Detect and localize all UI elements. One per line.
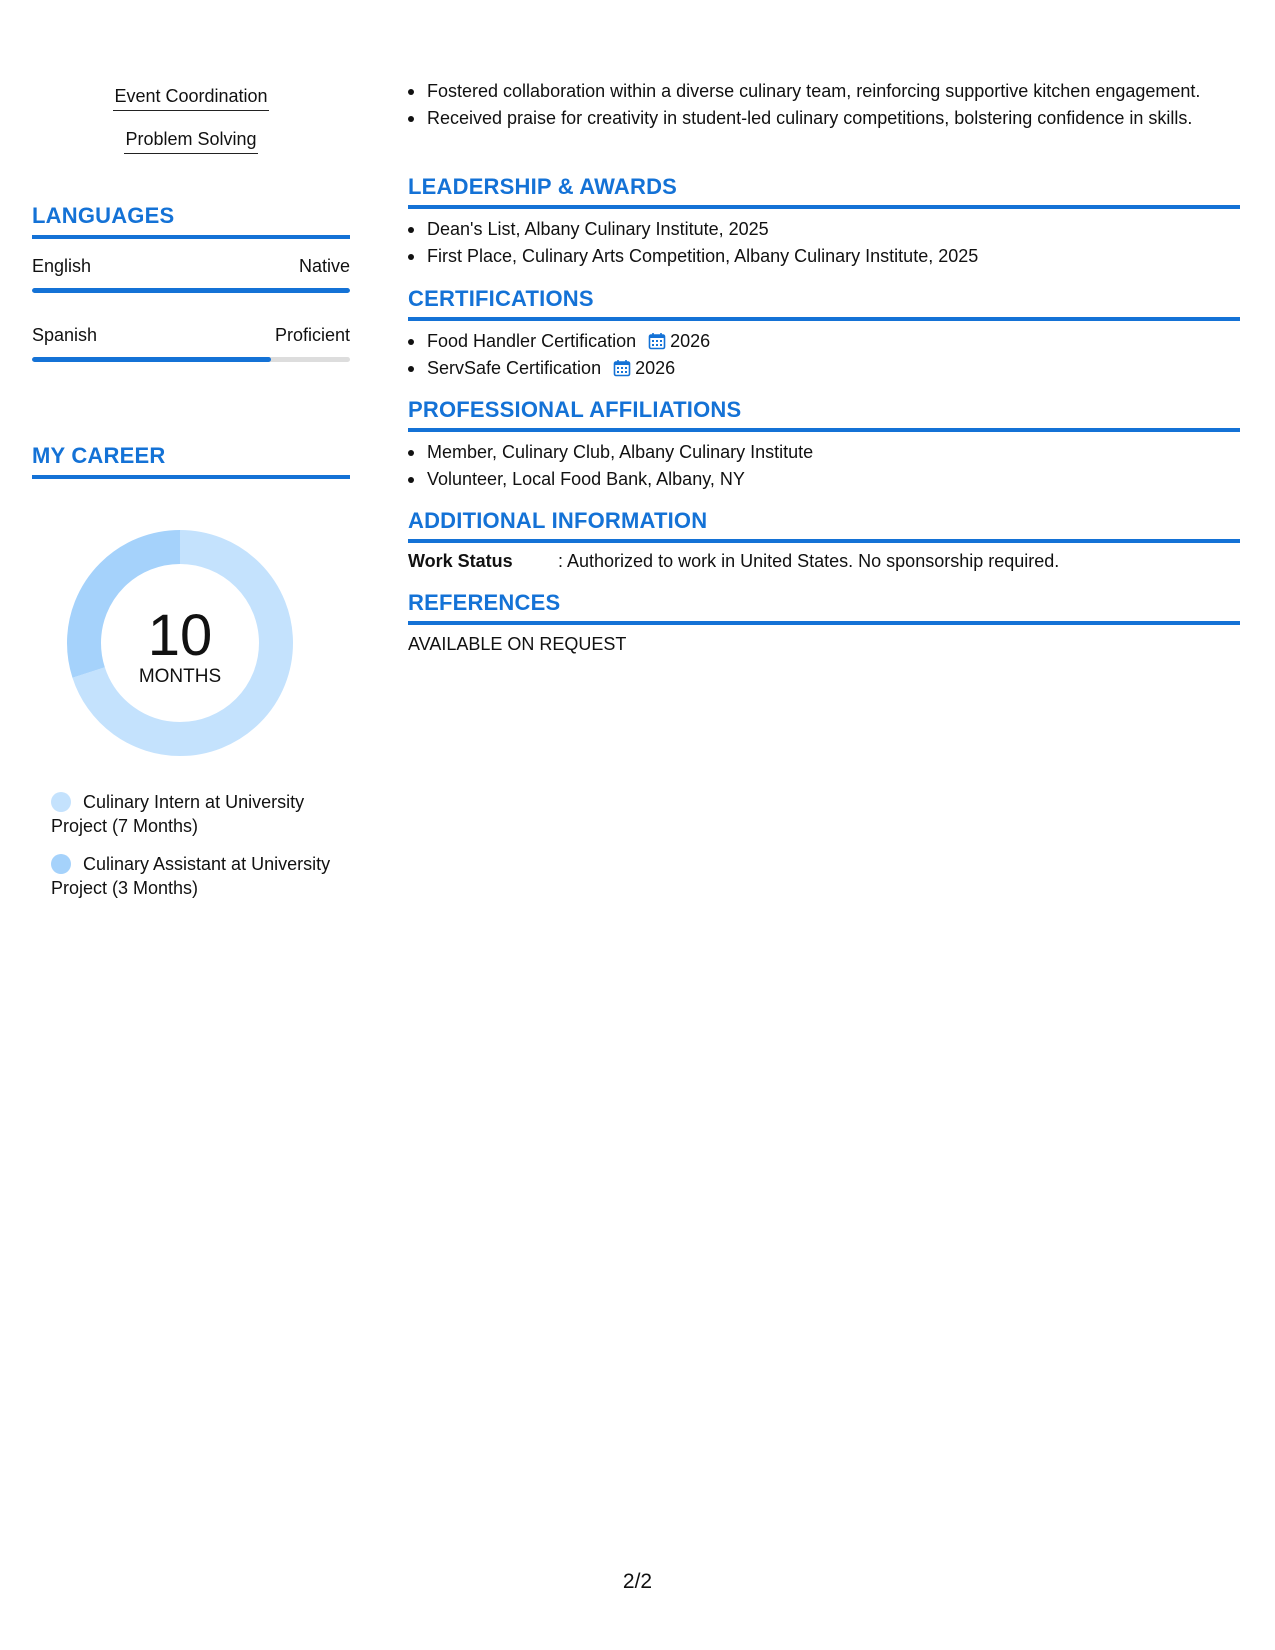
work-status-label: Work Status <box>408 551 513 571</box>
skill-tag <box>32 86 350 111</box>
list-item: Volunteer, Local Food Bank, Albany, NY <box>408 467 1240 491</box>
career-heading: MY CAREER <box>32 443 350 479</box>
work-status-value: : Authorized to work in United States. No sponsorship required. <box>558 551 1060 571</box>
leadership-list <box>408 217 1240 271</box>
career-legend-item <box>51 790 341 838</box>
references-text: AVAILABLE ON REQUEST <box>408 634 627 654</box>
language-proficiency-bar <box>32 357 350 362</box>
experience-continued-list <box>408 79 1240 133</box>
certification-year: 2026 <box>635 358 676 378</box>
list-item: Received praise for creativity in student-led culinary competitions, bolstering confidence in skills. <box>408 106 1240 130</box>
career-total-unit: MONTHS <box>138 666 222 687</box>
career-total-number: 10 <box>147 603 213 668</box>
additional-info-heading: ADDITIONAL INFORMATION <box>408 508 1240 543</box>
skill-tag-label: Event Coordination <box>113 86 268 111</box>
list-item: Fostered collaboration within a diverse culinary team, reinforcing supportive kitchen engagement. <box>408 79 1240 103</box>
certification-name: Food Handler Certification <box>427 331 637 351</box>
page-number: 2/2 <box>622 1570 653 1593</box>
certifications-list <box>408 329 1240 383</box>
languages-heading: LANGUAGES <box>32 203 350 239</box>
skill-tag <box>32 129 350 154</box>
language-level: Proficient <box>274 325 350 345</box>
references-heading: REFERENCES <box>408 590 1240 625</box>
language-proficiency-fill <box>32 357 271 362</box>
skill-tag-label: Problem Solving <box>124 129 257 154</box>
language-proficiency-bar <box>32 288 350 293</box>
leadership-heading: LEADERSHIP & AWARDS <box>408 174 1240 209</box>
list-item: Member, Culinary Club, Albany Culinary Institute <box>408 440 1240 464</box>
legend-dot-icon <box>51 854 71 874</box>
career-legend-label: Culinary Assistant at University Project (3 Months) <box>51 854 331 898</box>
calendar-icon <box>613 359 631 377</box>
calendar-icon <box>648 332 666 350</box>
list-item <box>408 329 1240 353</box>
list-item <box>408 356 1240 380</box>
certifications-heading: CERTIFICATIONS <box>408 286 1240 321</box>
list-item: First Place, Culinary Arts Competition, Albany Culinary Institute, 2025 <box>408 244 1240 268</box>
career-donut-chart <box>67 530 293 756</box>
career-legend-label: Culinary Intern at University Project (7 Months) <box>51 792 305 836</box>
language-proficiency-fill <box>32 288 350 293</box>
language-name: Spanish <box>32 325 98 345</box>
certification-name: ServSafe Certification <box>427 358 602 378</box>
list-item: Dean's List, Albany Culinary Institute, 2025 <box>408 217 1240 241</box>
language-name: English <box>32 256 92 276</box>
affiliations-list <box>408 440 1240 494</box>
certification-year: 2026 <box>670 331 711 351</box>
legend-dot-icon <box>51 792 71 812</box>
affiliations-heading: PROFESSIONAL AFFILIATIONS <box>408 397 1240 432</box>
language-level: Native <box>298 256 350 276</box>
career-legend-item <box>51 852 341 900</box>
